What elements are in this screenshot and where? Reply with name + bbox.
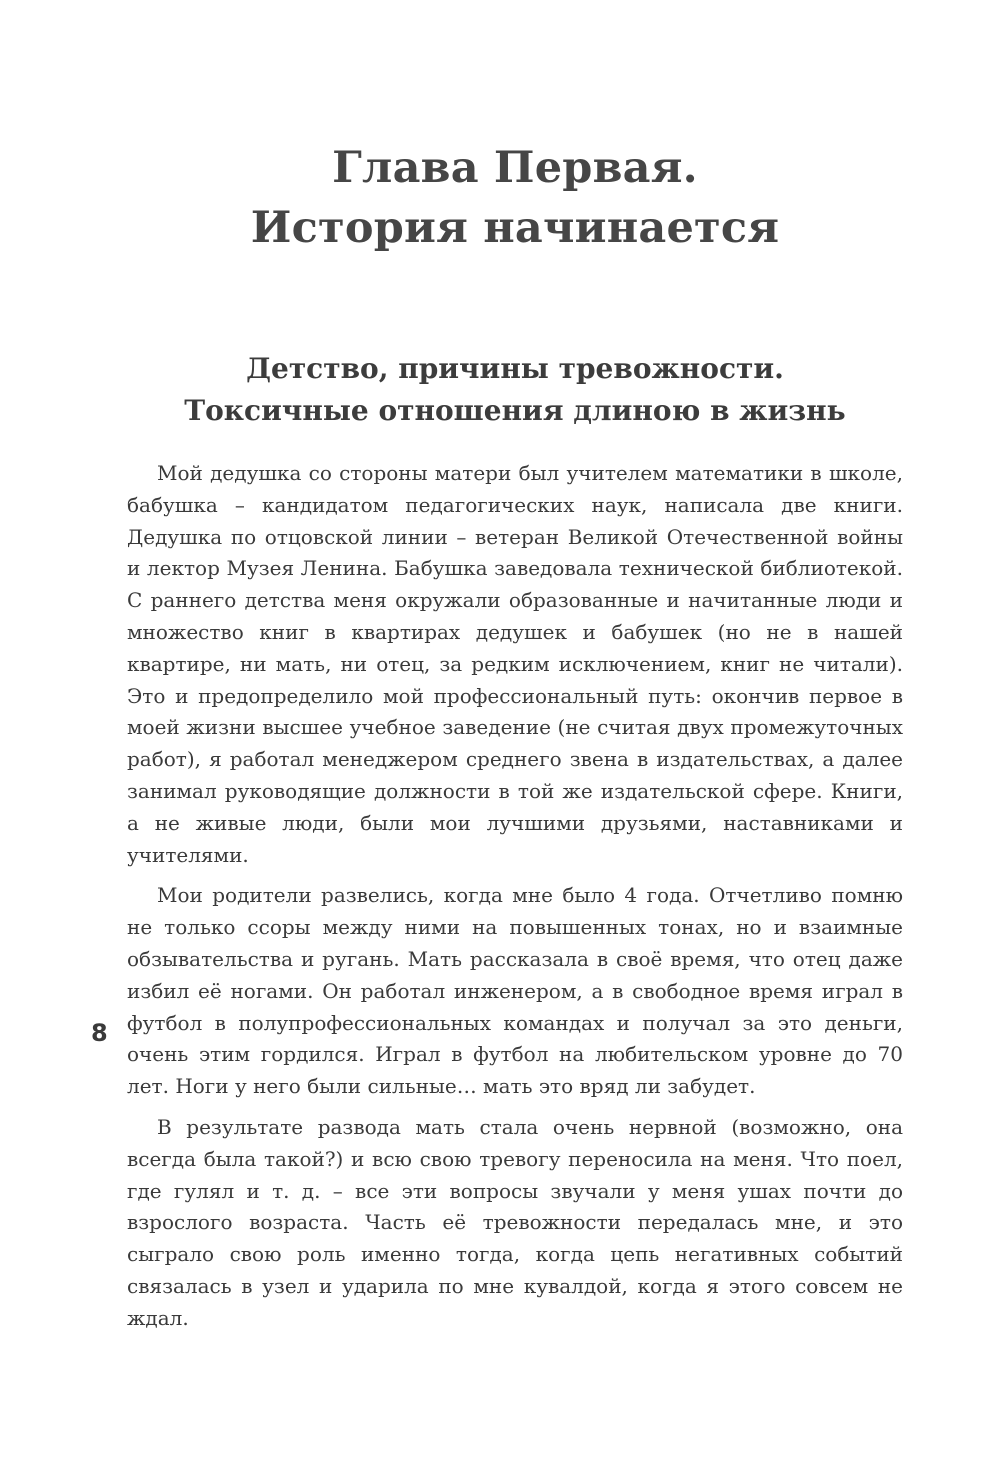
page-number: 8 (91, 1019, 108, 1047)
section-title-line-2: Токсичные отношения длиною в жизнь (184, 394, 846, 427)
section-title-line-1: Детство, причины тревожности. (246, 352, 784, 385)
section-title (100, 348, 930, 432)
chapter-title (100, 138, 930, 258)
paragraph-3: В результате развода мать стала очень нервной (возможно, она всегда была такой?) и всю свою тревогу переносила на меня. Что поел, где гулял и т. д. – все эти вопросы звучали у меня ушах почти до взрослого возраста. Часть её тревожности передалась мне, и это сыграло свою роль именно тогда, когда цепь негативных событий связалась в узел и ударила по мне кувалдой, когда я этого совсем не ждал. (127, 1114, 903, 1330)
body-text (127, 458, 903, 1344)
chapter-title-line-1: Глава Первая. (332, 143, 698, 193)
paragraph-2: Мои родители развелись, когда мне было 4 года. Отчетливо помню не только ссоры между ними на повышенных тонах, но и взаимные обзывательства и ругань. Мать рассказала в своё время, что отец даже избил её ногами. Он работал инженером, а в свободное время играл в футбол в полупрофессиональных командах и получал за это деньги, очень этим гордился. Играл в футбол на любительском уровне до 70 лет. Ноги у него были сильные… мать это вряд ли забудет. (127, 883, 903, 1099)
paragraph-1: Мой дедушка со стороны матери был учителем математики в школе, бабушка – кандидатом педагогических наук, написала две книги. Дедушка по отцовской линии – ветеран Великой Отечественной войны и лектор Музея Ленина. Бабушка заведовала технической библиотекой. С раннего детства меня окружали образованные и начитанные люди и множество книг в квартирах дедушек и бабушек (но не в нашей квартире, ни мать, ни отец, за редким исключением, книг не читали). Это и предопределило мой профессиональный путь: окончив первое в моей жизни высшее учебное заведение (не считая двух промежуточных работ), я работал менеджером среднего звена в издательствах, а далее занимал руководящие должности в той же издательской сфере. Книги, а не живые люди, были мои лучшими друзьями, наставниками и учителями. (127, 461, 903, 867)
chapter-title-line-2: История начинается (250, 203, 780, 253)
